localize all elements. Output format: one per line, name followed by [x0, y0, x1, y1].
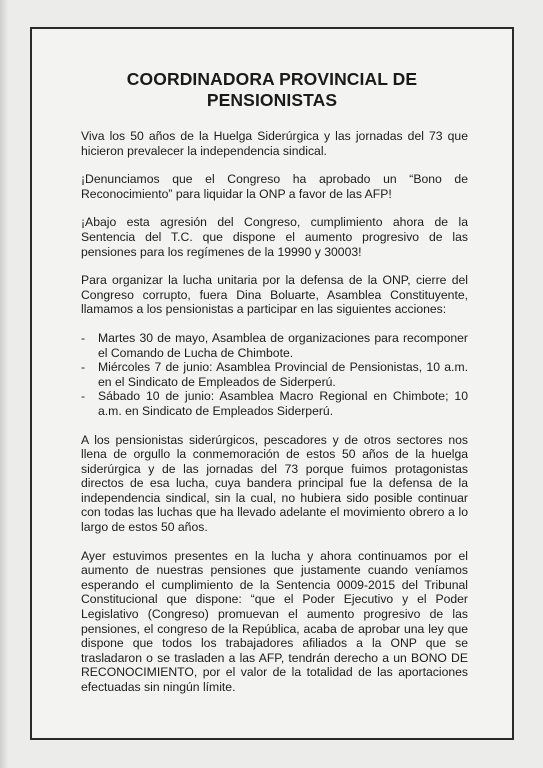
- paragraph-call-to-action: Para organizar la lucha unitaria por la defensa de la ONP, cierre del Congreso corrupto, fuera Dina Boluarte, Asamblea Constituyente, llamamos a los pensionistas a participar en las siguientes acciones:: [81, 273, 468, 317]
- flyer-sheet: [30, 27, 514, 740]
- scan-edge-shadow: [0, 0, 8, 768]
- paragraph-denounce: ¡Denunciamos que el Congreso ha aprobado un “Bono de Reconocimiento” para liquidar la ONP a favor de las AFP!: [81, 172, 468, 201]
- flyer-title: [32, 69, 512, 111]
- paragraph-pride: A los pensionistas siderúrgicos, pescadores y de otros sectores nos llena de orgullo la conmemoración de estos 50 años de la huelga siderúrgica y de las jornadas del 73 porque fuimos protagonistas directos de esa lucha, cuya bandera principal fue la defensa de la independencia sindical, sin la cual, no hubiera sido posible continuar con todas las luchas que ha llevado adelante el movimiento obrero a lo largo de estos 50 años.: [81, 432, 468, 535]
- action-text: Miércoles 7 de junio: Asamblea Provincial de Pensionistas, 10 a.m. en el Sindicato de Empleados de Siderperú.: [98, 360, 468, 389]
- action-item: [81, 360, 468, 389]
- actions-list: [81, 331, 468, 419]
- paragraph-pensions: Ayer estuvimos presentes en la lucha y ahora continuamos por el aumento de nuestras pensiones que justamente cuando veníamos esperando el cumplimiento de la Sentencia 0009-2015 del Tribunal Constitucional que dispone: “que el Poder Ejecutivo y el Poder Legislativo (Congreso) promuevan el aumento progresivo de las pensiones, el congreso de la República, acaba de aprobar una ley que dispone que todos los trabajadores afiliados a la ONP que se trasladaron o se trasladen a las AFP, tendrán derecho a un BONO DE RECONOCIMIENTO, por el valor de la totalidad de las aportaciones efectuadas sin ningún límite.: [81, 548, 468, 694]
- flyer-body: [81, 129, 468, 709]
- list-dash: -: [81, 360, 86, 375]
- action-item: [81, 331, 468, 360]
- paragraph-demand: ¡Abajo esta agresión del Congreso, cumplimiento ahora de la Sentencia del T.C. que dispone el aumento progresivo de las pensiones para los regímenes de la 19990 y 30003!: [81, 215, 468, 259]
- paragraph-anniversary: Viva los 50 años de la Huelga Siderúrgica y las jornadas del 73 que hicieron prevalecer la independencia sindical.: [81, 129, 468, 158]
- action-text: Sábado 10 de junio: Asamblea Macro Regional en Chimbote; 10 a.m. en Sindicato de Empleados Siderperú.: [98, 389, 468, 418]
- action-text: Martes 30 de mayo, Asamblea de organizaciones para recomponer el Comando de Lucha de Chimbote.: [98, 330, 468, 360]
- list-dash: -: [81, 330, 86, 345]
- title-line-1: COORDINADORA PROVINCIAL DE: [126, 69, 418, 89]
- list-dash: -: [81, 389, 86, 404]
- title-line-2: PENSIONISTAS: [206, 90, 338, 110]
- action-item: [81, 389, 468, 418]
